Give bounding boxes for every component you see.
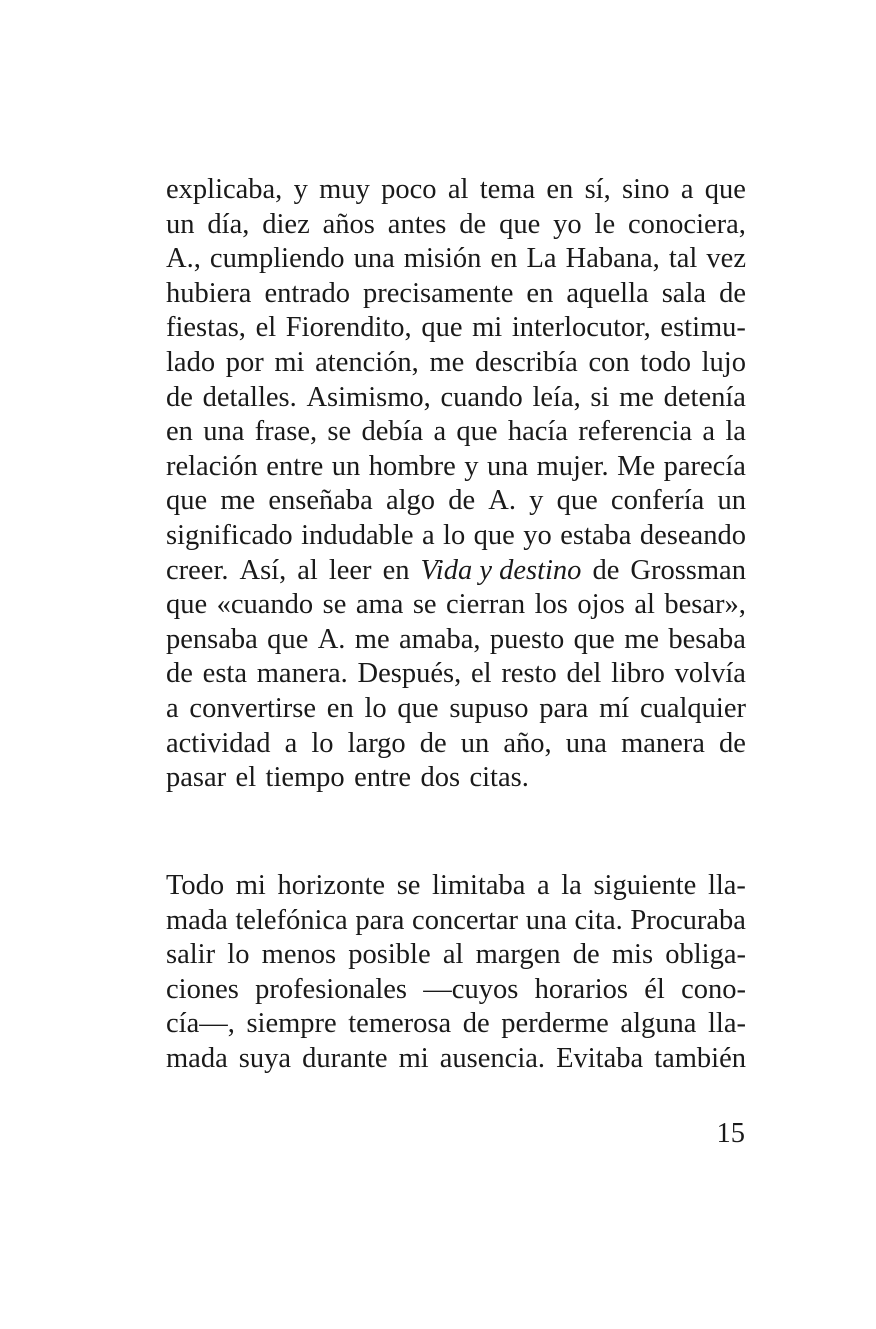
word: para <box>539 692 589 724</box>
text-line <box>166 242 746 277</box>
word: A., <box>166 243 201 275</box>
text-line <box>166 727 746 762</box>
word: pensaba <box>166 623 258 655</box>
word: cualquier <box>639 692 746 724</box>
word: a <box>166 692 179 724</box>
word: tiempo <box>265 762 355 794</box>
word: y <box>293 174 308 205</box>
word: Asimismo, <box>306 381 431 413</box>
text-line <box>166 519 746 554</box>
word: en <box>526 277 554 309</box>
word: con <box>588 346 630 378</box>
word: siempre <box>246 1008 337 1040</box>
word: los <box>534 589 568 621</box>
word: a <box>702 416 716 448</box>
word: obliga- <box>665 939 746 971</box>
word: suya <box>238 1042 292 1074</box>
word: si <box>590 381 610 413</box>
word: de <box>419 727 447 759</box>
word: me <box>429 346 465 378</box>
word: al <box>297 554 318 586</box>
word: limitaba <box>432 870 526 901</box>
word: una <box>486 450 529 482</box>
text-line <box>166 173 746 208</box>
text-line <box>166 1007 746 1042</box>
word: A. <box>488 485 516 517</box>
word: margen <box>475 939 561 971</box>
word: la <box>561 870 582 901</box>
word: confería <box>610 485 705 517</box>
word: esta <box>202 658 247 690</box>
book-title-italic: Vida y destino <box>420 554 582 586</box>
word: en <box>490 243 518 275</box>
word: deseando <box>639 519 746 551</box>
word: yo <box>553 208 582 240</box>
word: posible <box>348 939 431 971</box>
text-line <box>166 869 746 904</box>
text-line <box>166 346 746 381</box>
word: por <box>225 346 264 378</box>
word: significado <box>166 519 293 551</box>
word: que <box>397 692 439 724</box>
word: que <box>473 519 515 551</box>
word: leer <box>328 554 372 586</box>
text-line <box>166 381 746 416</box>
word: sala <box>661 277 707 309</box>
word: mi <box>472 312 503 344</box>
word: de <box>448 485 476 517</box>
word: y <box>529 485 544 517</box>
word: al <box>442 939 464 971</box>
word: a <box>433 416 447 448</box>
text-line <box>166 623 746 658</box>
word: se <box>396 870 421 901</box>
word: Habana, <box>565 243 660 275</box>
word: entre <box>266 450 324 482</box>
word: algo <box>385 485 436 517</box>
word: que <box>499 208 541 240</box>
word: actividad <box>166 727 271 759</box>
word: de <box>572 939 600 971</box>
text-line <box>166 904 746 939</box>
word: cumpliendo <box>209 243 345 275</box>
word: Después, <box>357 658 462 690</box>
word: mi <box>398 1042 429 1074</box>
word: leía, <box>532 381 581 413</box>
word: sino <box>622 174 670 205</box>
word: una <box>353 243 395 275</box>
word: convertirse <box>189 692 317 724</box>
word: en <box>166 416 193 448</box>
word: que <box>166 589 208 621</box>
word: mis <box>611 939 654 971</box>
word: a <box>421 519 435 551</box>
word: temerosa <box>348 1008 452 1040</box>
word: al <box>447 174 469 205</box>
word: el <box>255 312 277 344</box>
word: hacía <box>507 416 568 448</box>
word: mí <box>599 692 630 724</box>
word: Así, <box>239 554 287 586</box>
word: sí, <box>584 174 611 205</box>
word: un <box>166 208 195 240</box>
word: ausencia. <box>439 1042 546 1074</box>
word: diez <box>262 208 310 240</box>
text-line <box>166 277 746 312</box>
word: cía—, <box>166 1008 235 1040</box>
word: La <box>526 243 557 275</box>
text-line <box>166 484 746 519</box>
word: él <box>644 973 665 1005</box>
word: libro <box>611 658 665 690</box>
word: profesionales <box>255 973 408 1005</box>
word: que <box>573 623 615 655</box>
word: ojos <box>577 589 625 621</box>
word: fiestas, <box>166 312 246 344</box>
word: que <box>556 485 598 517</box>
paragraph-continued <box>166 173 746 796</box>
word: estaba <box>560 519 632 551</box>
page-number: 15 <box>716 1118 745 1149</box>
word: horarios <box>534 973 628 1005</box>
word: de <box>719 727 746 759</box>
text-line <box>166 938 746 973</box>
word: poco <box>381 174 437 205</box>
word: relación <box>166 450 258 482</box>
word: ama <box>355 589 404 621</box>
text-line <box>166 554 746 589</box>
word: mujer. <box>536 450 609 482</box>
word: amaba, <box>399 623 481 655</box>
word: de <box>459 208 487 240</box>
word: atención, <box>315 346 419 378</box>
word: cita. <box>574 904 623 936</box>
word: tema <box>479 174 536 205</box>
word: del <box>566 658 602 690</box>
text-line <box>166 311 746 346</box>
word: a <box>680 174 694 205</box>
word: lla- <box>707 1008 746 1040</box>
word: perderme <box>501 1008 609 1040</box>
word: lo <box>364 692 387 724</box>
word: todo <box>640 346 691 378</box>
word: siguiente <box>593 870 697 901</box>
word: el <box>235 762 266 794</box>
word: lo <box>443 519 466 551</box>
word: para <box>355 904 405 936</box>
word: una <box>203 416 245 448</box>
word: interlocutor, <box>511 312 651 344</box>
word: muy <box>319 174 370 205</box>
word: tal <box>668 243 698 275</box>
word: en <box>326 692 354 724</box>
word: debía <box>361 416 424 448</box>
word: ciones <box>166 973 239 1005</box>
word: parecía <box>663 450 746 482</box>
word: se <box>412 589 437 621</box>
word: me <box>624 623 660 655</box>
word: A. <box>317 623 346 655</box>
word: entrado <box>264 277 350 309</box>
word: citas. <box>469 762 529 794</box>
paragraph-new <box>166 869 746 1077</box>
word: un <box>717 485 746 517</box>
word: lo <box>227 939 250 971</box>
word: el <box>470 658 492 690</box>
text-line <box>166 415 746 450</box>
word: que <box>421 312 463 344</box>
word: al <box>634 589 655 621</box>
word: lla- <box>707 870 746 901</box>
word: dos <box>420 762 470 794</box>
word: cierran <box>446 589 526 621</box>
word: detalles. <box>202 381 297 413</box>
word: explicaba, <box>166 174 283 205</box>
word: lado <box>166 346 216 378</box>
word: enseñaba <box>268 485 373 517</box>
word: horizonte <box>277 870 386 901</box>
word: cono- <box>681 973 746 1005</box>
word: «cuando <box>216 589 314 621</box>
word: supuso <box>449 692 529 724</box>
text-line <box>166 588 746 623</box>
word: manera. <box>256 658 348 690</box>
word: y <box>464 450 479 482</box>
word: frase, <box>254 416 318 448</box>
word: mi <box>235 870 266 901</box>
word: aquella <box>566 277 649 309</box>
word: la <box>725 416 746 448</box>
word: yo <box>523 519 552 551</box>
word: Evitaba <box>556 1042 644 1074</box>
word: también <box>654 1042 746 1074</box>
word: de <box>719 277 746 309</box>
word: un <box>331 450 361 482</box>
word: de <box>592 554 620 586</box>
text-line <box>166 1042 746 1077</box>
word: Fiorendito, <box>285 312 412 344</box>
word: Me <box>617 450 656 482</box>
word: una <box>565 727 607 759</box>
word: año, <box>503 727 552 759</box>
word: a <box>537 870 550 901</box>
word: detenía <box>663 381 746 413</box>
word: salir <box>166 939 216 971</box>
word: resto <box>501 658 557 690</box>
word: en <box>546 174 574 205</box>
word: cuando <box>440 381 523 413</box>
word: creer. <box>166 554 229 586</box>
word: me <box>220 485 256 517</box>
word: lujo <box>701 346 746 378</box>
word: —cuyos <box>423 973 519 1005</box>
word: precisamente <box>363 277 514 309</box>
word: besaba <box>668 623 746 655</box>
word: puesto <box>489 623 565 655</box>
word: conociera, <box>628 208 746 240</box>
word: se <box>322 589 347 621</box>
word: un <box>460 727 490 759</box>
word: misión <box>403 243 482 275</box>
word: manera <box>621 727 705 759</box>
word: vez <box>706 243 746 275</box>
word: que <box>704 174 746 205</box>
text-line <box>166 208 746 243</box>
word: volvía <box>674 658 746 690</box>
word: mada <box>166 1042 228 1074</box>
word: telefónica <box>235 904 348 936</box>
word: alguna <box>620 1008 697 1040</box>
word: menos <box>261 939 337 971</box>
text-line <box>166 450 746 485</box>
word: pasar <box>166 762 236 794</box>
word: antes <box>387 208 447 240</box>
word: hombre <box>368 450 456 482</box>
word: día, <box>207 208 250 240</box>
word: mada <box>166 904 228 936</box>
word: referencia <box>578 416 693 448</box>
word: Todo <box>166 870 225 901</box>
word: en <box>382 554 410 586</box>
word: mi <box>274 346 305 378</box>
text-line <box>166 657 746 692</box>
text-line <box>166 761 746 796</box>
word: concertar <box>412 904 519 936</box>
word: a <box>284 727 298 759</box>
word: de <box>462 1008 490 1040</box>
word: hubiera <box>166 277 252 309</box>
word: de <box>166 381 193 413</box>
word: largo <box>347 727 406 759</box>
word: años <box>322 208 375 240</box>
word: de <box>166 658 193 690</box>
word: indudable <box>301 519 414 551</box>
text-line <box>166 973 746 1008</box>
word: que <box>267 623 309 655</box>
word: me <box>619 381 654 413</box>
word: estimu- <box>660 312 746 344</box>
word: entre <box>354 762 421 794</box>
word: lo <box>311 727 334 759</box>
word: se <box>327 416 352 448</box>
word: una <box>525 904 567 936</box>
word: durante <box>302 1042 388 1074</box>
word: describía <box>474 346 578 378</box>
word: le <box>594 208 616 240</box>
text-line <box>166 692 746 727</box>
word: que <box>456 416 498 448</box>
word: me <box>354 623 390 655</box>
word: Procuraba <box>630 904 746 936</box>
word: Grossman <box>630 554 746 586</box>
word: besar», <box>664 589 746 621</box>
word: que <box>166 485 208 517</box>
